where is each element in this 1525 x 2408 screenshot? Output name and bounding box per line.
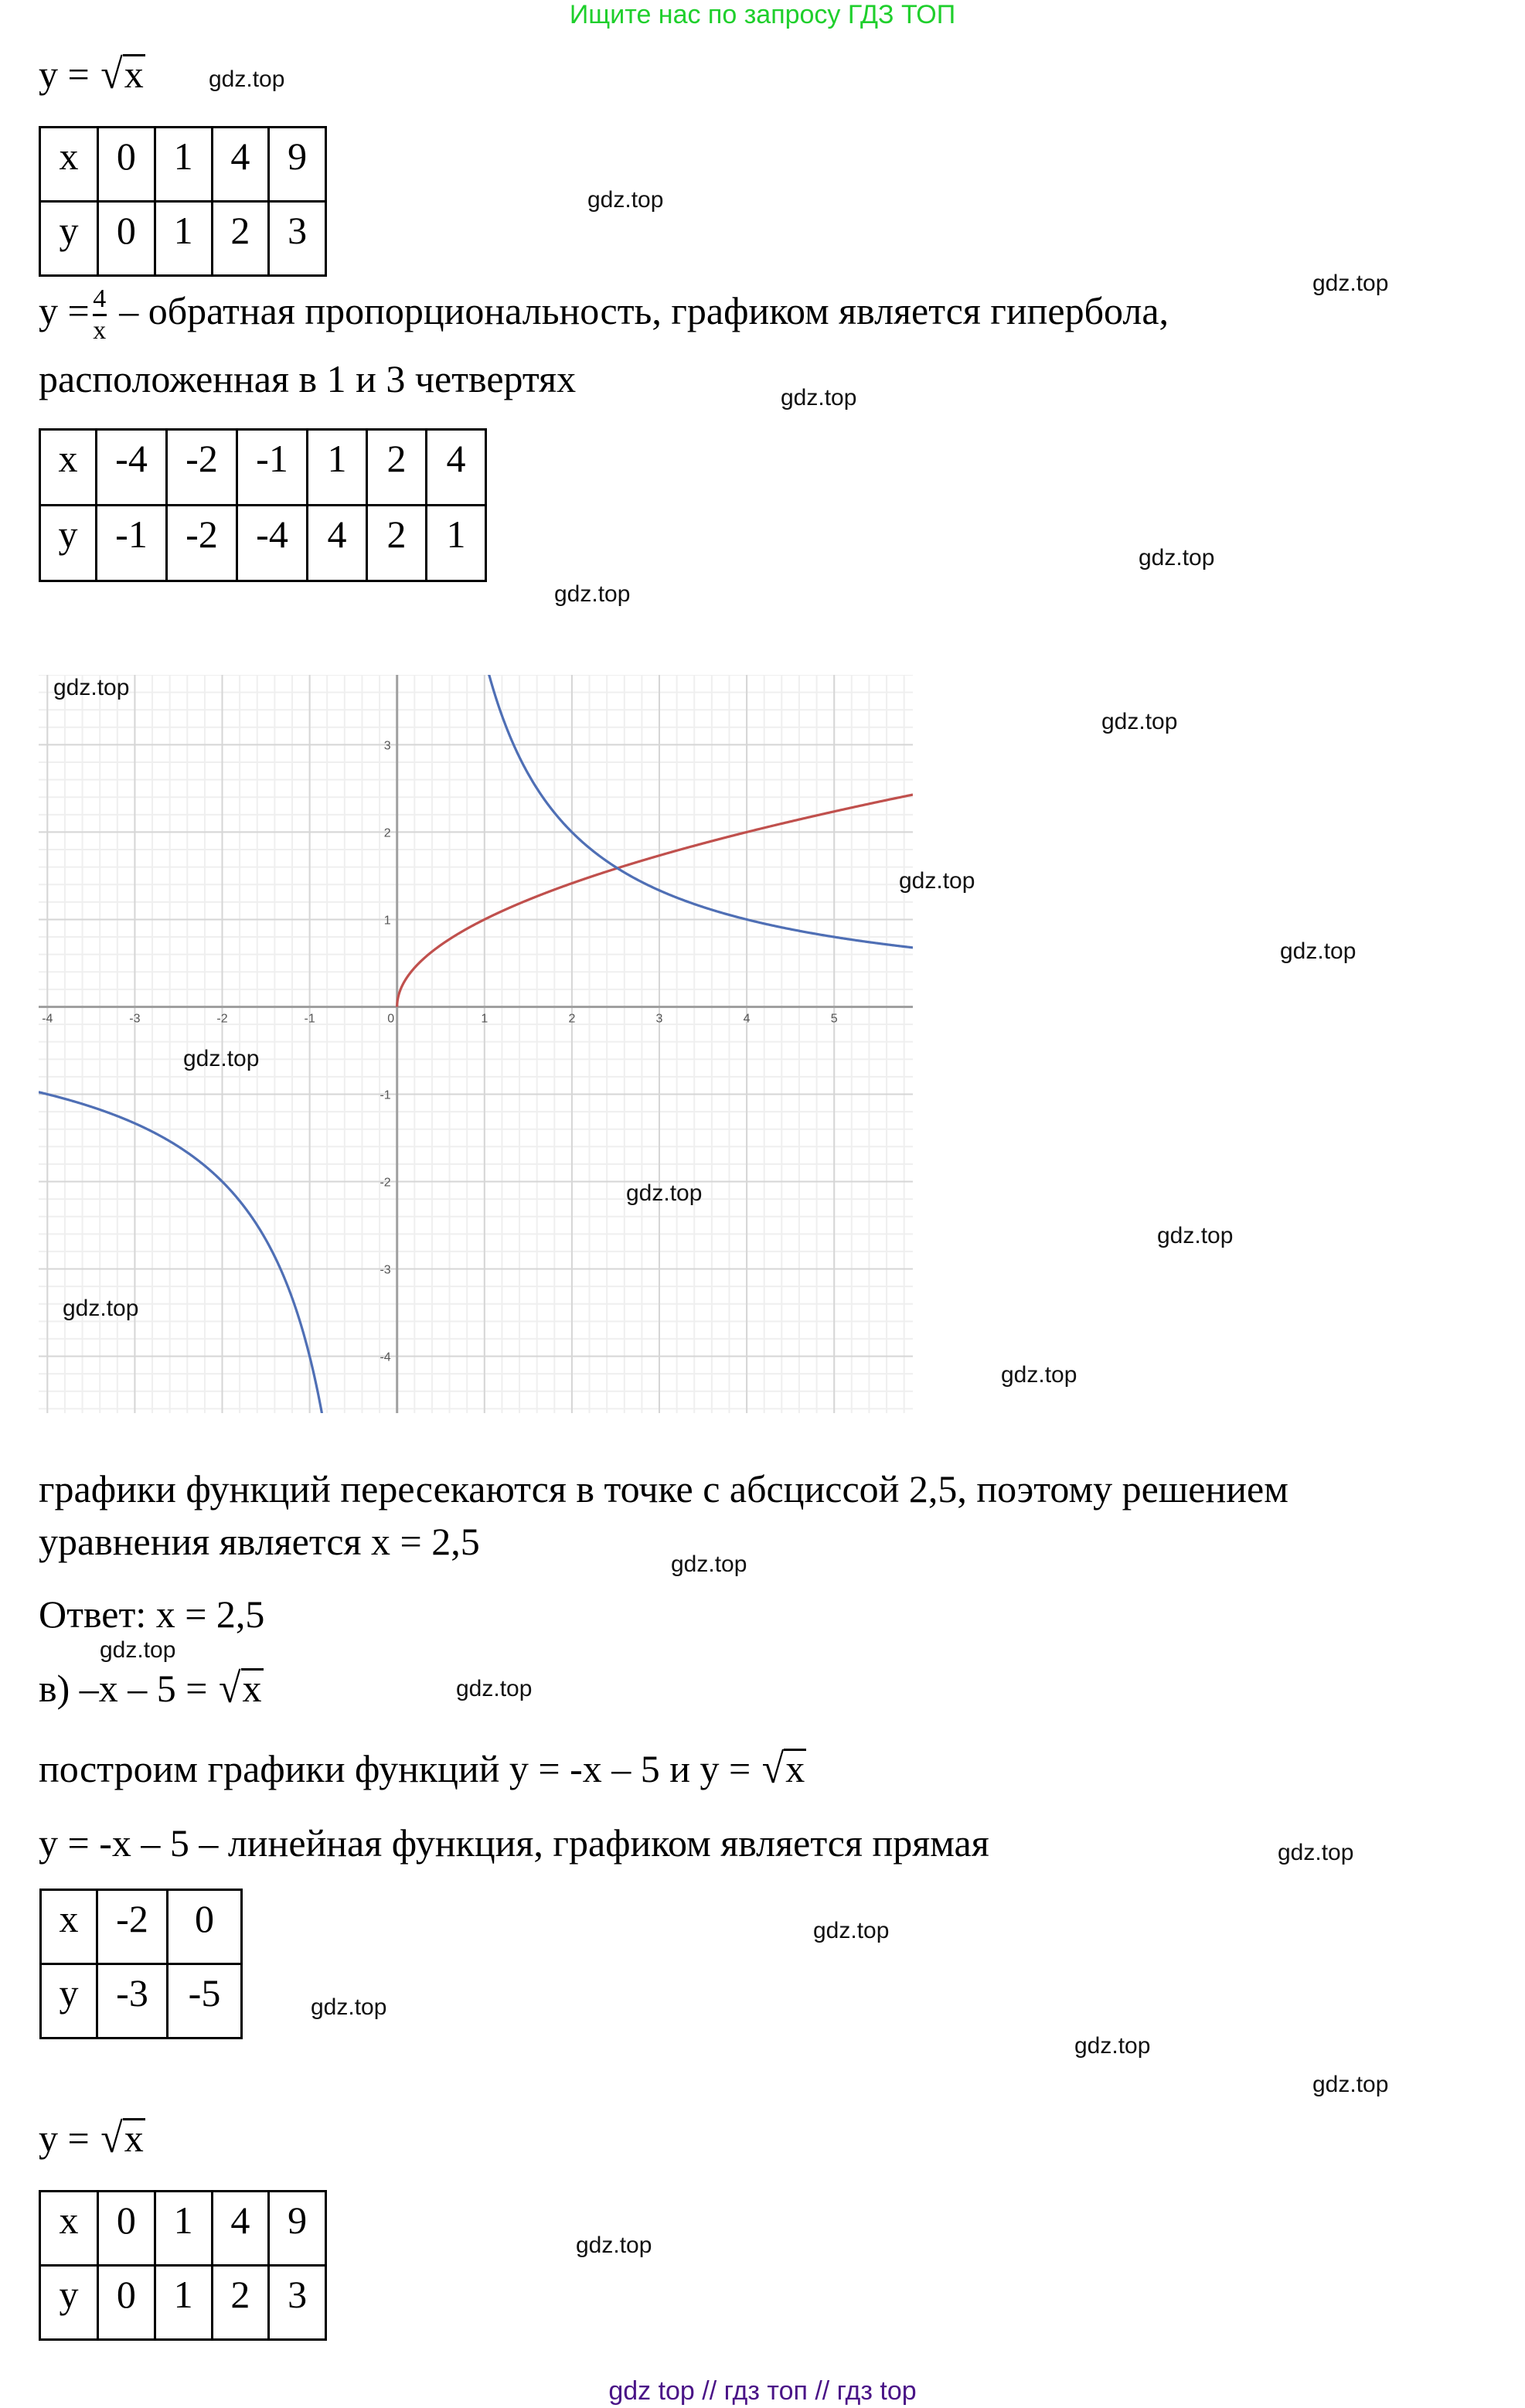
fraction [93,284,107,346]
conclusion-line2: уравнения является x = 2,5 [39,1520,480,1563]
table-cell: 0 [168,1890,242,1964]
watermark: gdz.top [1312,271,1389,296]
x-tick-label: 5 [830,1012,838,1026]
x-tick-label: -2 [216,1012,228,1026]
table-cell: -2 [167,506,237,581]
x-tick-label: -1 [304,1012,315,1026]
fraction-denominator: x [93,316,107,345]
x-tick-label: 0 [387,1012,395,1026]
row-label: y [40,506,97,581]
table-cell: -3 [97,1964,168,2038]
x-tick-label: 1 [481,1012,488,1026]
watermark: gdz.top [183,1046,260,1071]
watermark: gdz.top [626,1180,703,1206]
row-label: x [41,1890,97,1964]
hyperbola-values-table [39,428,487,582]
hyperbola-description-line2: расположенная в 1 и 3 четвертях [39,357,577,400]
sqrt-formula [39,53,145,97]
table-cell: -4 [237,506,308,581]
formula-lhs: y = [39,288,90,332]
table-cell: 2 [212,2266,269,2340]
table-cell: 0 [98,202,155,276]
watermark: gdz.top [781,385,857,410]
watermark: gdz.top [1278,1840,1354,1865]
x-tick-label: 4 [743,1012,751,1026]
graph-canvas [39,675,913,1413]
x-tick-label: 3 [655,1012,663,1026]
table-cell: -1 [237,430,308,506]
radical-sign-icon: √ [100,51,123,98]
row-label: x [40,128,98,202]
linear-values-table [39,1889,243,2039]
table-cell: 3 [269,2266,326,2340]
watermark: gdz.top [63,1296,139,1321]
table-cell: 2 [367,430,427,506]
sqrt-expression [99,53,145,97]
radical-sign-icon: √ [100,2115,123,2162]
row-label: y [41,1964,97,2038]
fraction-numerator: 4 [93,284,107,313]
table-cell: 4 [427,430,486,506]
watermark: gdz.top [1101,709,1178,734]
table-cell: 2 [212,202,269,276]
table-cell: 9 [269,2192,326,2266]
x-tick-label: -3 [129,1012,141,1026]
hyperbola-description-line1 [39,284,1169,346]
radicand: x [124,53,144,96]
watermark: gdz.top [53,675,130,700]
row-label: y [40,2266,98,2340]
watermark: gdz.top [209,66,285,92]
watermark: gdz.top [813,1918,890,1943]
table-row-x [41,1890,242,1964]
formula-lhs: y = [39,53,90,96]
radicand: x [785,1747,805,1790]
answer-line: Ответ: x = 2,5 [39,1592,265,1636]
table-cell: 1 [155,2192,212,2266]
watermark: gdz.top [1139,545,1215,570]
watermark: gdz.top [456,1676,533,1701]
table-cell: 4 [308,506,367,581]
y-tick-label: -4 [380,1350,391,1364]
y-tick-label: 2 [383,826,391,840]
watermark: gdz.top [554,581,631,607]
task-v-label: в) –x – 5 = [39,1667,208,1710]
sqrt-values-table [39,126,327,277]
table-cell: 1 [155,128,212,202]
row-label: x [40,430,97,506]
build-graphs-line [39,1747,806,1791]
sqrt-formula-2 [39,2117,145,2161]
watermark: gdz.top [1001,1362,1077,1388]
table-cell: -4 [97,430,167,506]
table-row-y [40,506,486,581]
table-row-x [40,128,326,202]
table-cell: -1 [97,506,167,581]
task-v-equation [39,1667,264,1711]
sqrt-values-table-2 [39,2190,327,2341]
build-graphs-text: построим графики функций y = -x – 5 и y = [39,1747,751,1790]
table-row-y [40,2266,326,2340]
y-tick-label: 1 [383,914,391,928]
row-label: x [40,2192,98,2266]
footer-links: gdz top // гдз топ // гдз top [608,2376,917,2406]
search-banner: Ищите нас по запросу ГДЗ ТОП [569,0,956,29]
table-row-x [40,2192,326,2266]
table-cell: 0 [98,2192,155,2266]
sqrt-expression [217,1667,264,1711]
table-row-x [40,430,486,506]
radicand: x [242,1667,262,1710]
y-tick-label: -2 [380,1176,391,1190]
watermark: gdz.top [671,1551,747,1577]
table-cell: 4 [212,2192,269,2266]
table-cell: 0 [98,128,155,202]
table-row-y [40,202,326,276]
linear-description: y = -x – 5 – линейная функция, графиком является прямая [39,1821,989,1865]
table-cell: 1 [155,202,212,276]
y-tick-label: -3 [380,1263,391,1277]
table-cell: 0 [98,2266,155,2340]
watermark: gdz.top [100,1637,176,1663]
table-cell: -5 [168,1964,242,2038]
formula-lhs: y = [39,2117,90,2160]
table-cell: 1 [155,2266,212,2340]
radicand: x [124,2117,144,2160]
watermark: gdz.top [1280,938,1357,964]
table-cell: 3 [269,202,326,276]
sqrt-expression [761,1747,807,1791]
radical-sign-icon: √ [761,1746,785,1793]
table-cell: 1 [308,430,367,506]
table-cell: -2 [167,430,237,506]
watermark: gdz.top [899,868,975,894]
watermark: gdz.top [1312,2072,1389,2097]
row-label: y [40,202,98,276]
table-cell: 2 [367,506,427,581]
table-cell: 4 [212,128,269,202]
function-graph [39,675,913,1413]
table-cell: 9 [269,128,326,202]
x-tick-label: -4 [42,1012,53,1026]
radical-sign-icon: √ [218,1665,241,1712]
sqrt-expression [99,2117,145,2161]
y-tick-label: -1 [380,1088,391,1102]
watermark: gdz.top [587,187,664,213]
y-tick-label: 3 [383,739,391,753]
watermark: gdz.top [1157,1223,1234,1248]
x-tick-label: 2 [568,1012,576,1026]
watermark: gdz.top [576,2233,652,2258]
watermark: gdz.top [1074,2033,1151,2059]
table-row-y [41,1964,242,2038]
conclusion-line1: графики функций пересекаются в точке с абсциссой 2,5, поэтому решением [39,1467,1288,1511]
table-cell: -2 [97,1890,168,1964]
hyperbola-description-text: – обратная пропорциональность, графиком является гипербола, [119,288,1169,332]
watermark: gdz.top [311,1994,387,2020]
table-cell: 1 [427,506,486,581]
